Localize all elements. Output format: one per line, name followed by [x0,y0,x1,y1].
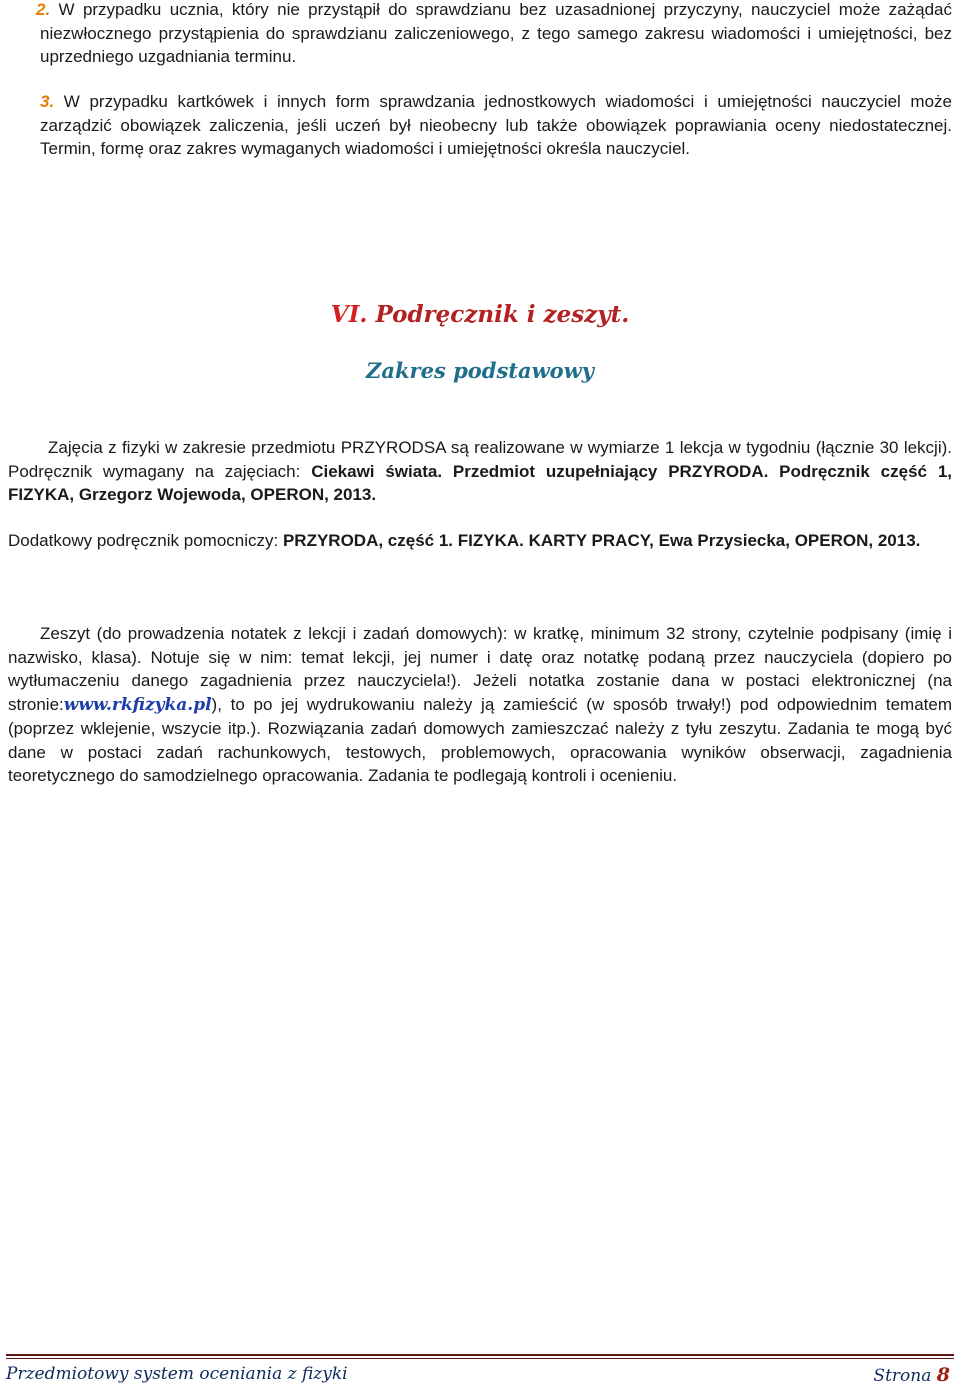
list-item-number: 2. [36,0,51,19]
paragraph-notebook [8,622,952,788]
list-item-2 [36,0,952,69]
section-title: Podręcznik i zeszyt. [375,301,630,328]
section-heading [0,301,960,328]
list-item-number: 3. [40,92,55,111]
section-roman-numeral: VI. [330,301,368,328]
section-subtitle: Zakres podstawowy [366,358,594,383]
page-number: 8 [936,1364,950,1386]
list-item-text: W przypadku kartkówek i innych form sprawdzania jednostkowych wiadomości i umiejętności nauczyciel może zarządzić obowiązek zaliczenia, jeśli uczeń był nieobecny lub także obowiązek poprawiania oceny niedostatecznej. Termin, formę oraz zakres wymaganych wiadomości i umiejętności określa nauczyciel. [40,92,952,158]
paragraph-text: Zajęcia z fizyki w zakresie przedmiotu PRZYRODSA są realizowane w wymiarze 1 lekcja w tygodniu (łącznie 30 lekcji). Podręcznik wymagany na zajęciach: [8,438,952,481]
page-label: Strona [873,1366,932,1386]
paragraph-lessons [8,436,952,507]
paragraph-bold-text: Ciekawi świata. Przedmiot uzupełniający PRZYRODA. Podręcznik część 1, FIZYKA, Grzegorz Wojewoda, OPERON, 2013. [8,461,953,504]
paragraph-text: ), to po jej wydrukowaniu należy ją zamieścić (w sposób trwały!) pod odpowiednim tematem (poprzez wklejenie, wszycie itp.). Rozwiązania zadań domowych zamieszczać należy z tyłu zeszytu. Zadania te mogą być dane w postaci zadań rachunkowych, testowych, problemowych, opracowania wyników obserwacji, zagadnienia teoretycznego do samodzielnego opracowania. Zadania te podlegają kontroli i ocenieniu. [8,694,952,785]
paragraph-extra-book [8,529,952,553]
paragraph-text: Dodatkowy podręcznik pomocniczy: [8,531,283,550]
footer-divider [6,1354,954,1356]
paragraph-text: Zeszyt (do prowadzenia notatek z lekcji i zadań domowych): w kratkę, minimum 32 strony, czytelnie podpisany (imię i nazwisko, klasa). Notuje się w nim: temat lekcji, jej numer i datę oraz notatkę podaną przez nauczyciela (dopiero po wytłumaczeniu danego zagadnienia przez nauczyciela!). Jeżeli notatka zostanie dana w postaci elektronicznej (na stronie: [8,624,952,714]
footer-page-number [873,1364,950,1386]
footer-divider [6,1358,954,1359]
paragraph-bold-text: PRZYRODA, część 1. FIZYKA. KARTY PRACY, Ewa Przysiecka, OPERON, 2013. [282,531,921,550]
footer-title: Przedmiotowy system oceniania z fizyki [6,1364,348,1384]
website-link[interactable]: www.rkfizyka.pl [63,694,212,715]
list-item-text: W przypadku ucznia, który nie przystąpił do sprawdzianu bez uzasadnionej przyczyny, nauczyciel może zażądać niezwłocznego przystąpienia do sprawdzianu zaliczeniowego, z tego samego zakresu wiadomości i umiejętności, bez uprzedniego uzgadniania terminu. [40,0,952,66]
list-item-3 [40,90,952,161]
